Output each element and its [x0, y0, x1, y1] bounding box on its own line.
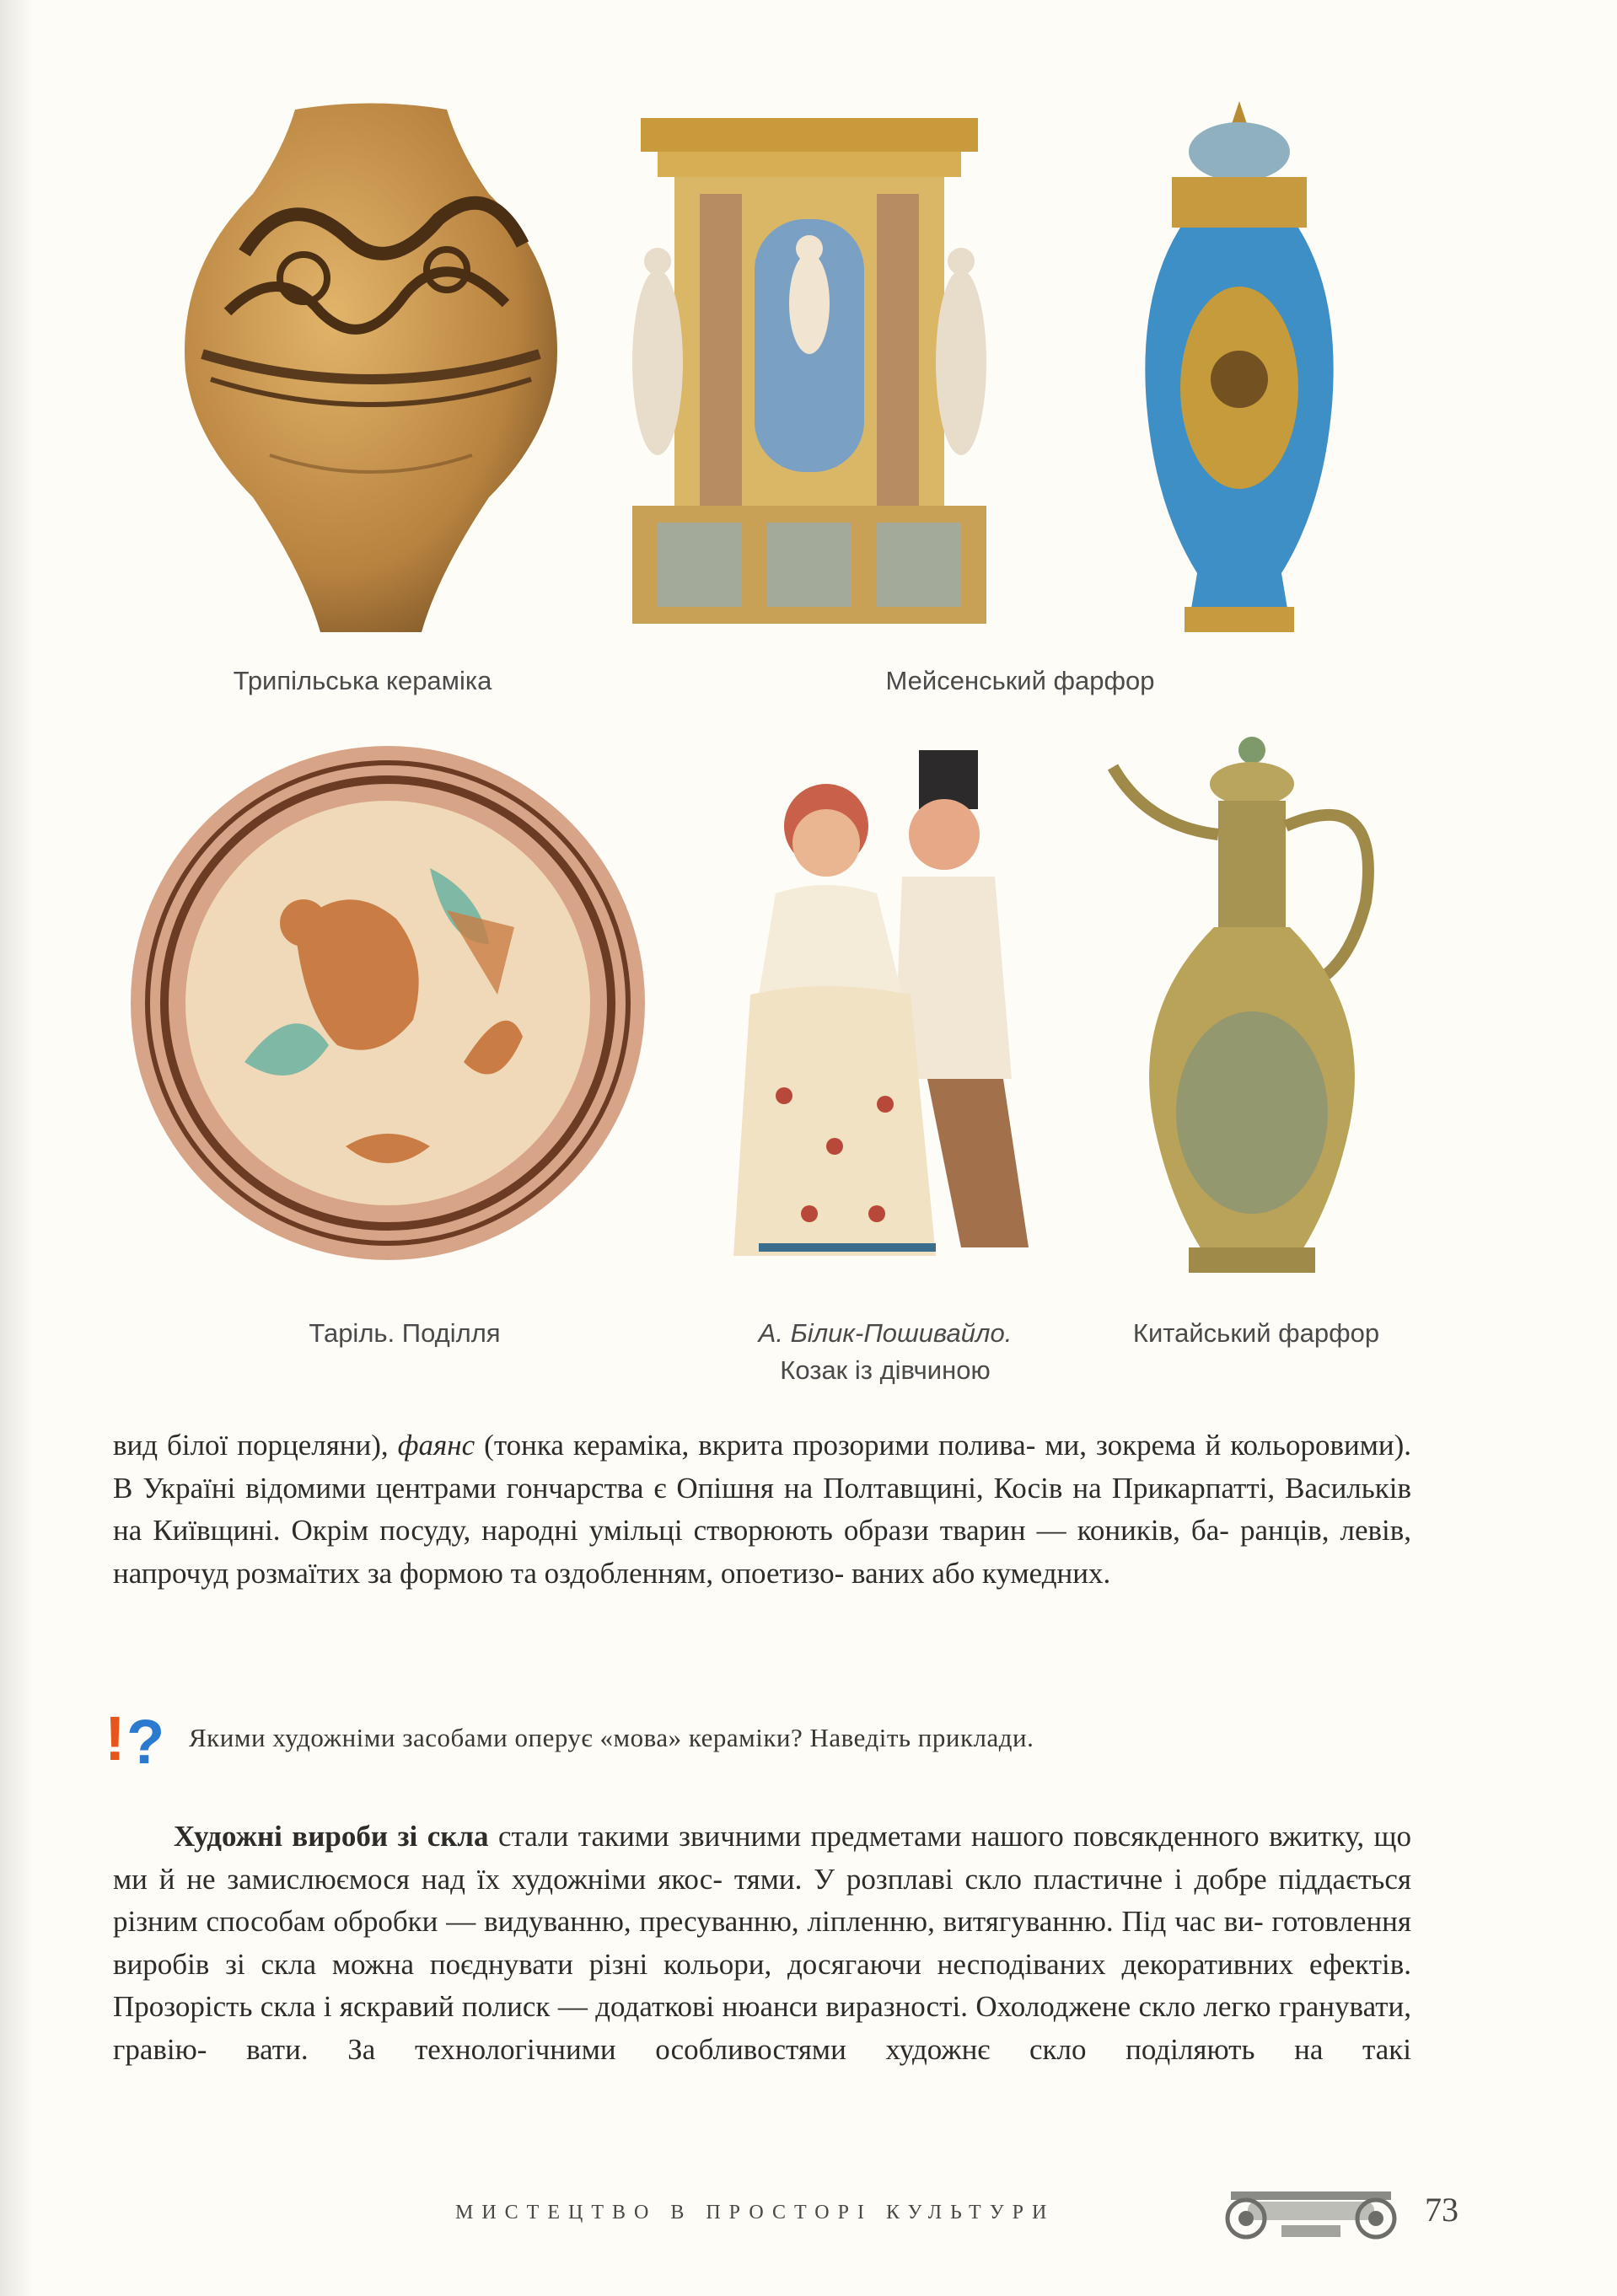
- paragraph-ceramics-part2: (тонка кераміка, вкрита прозорими полива- ми, зокрема й кольоровими). В Україні відомими центрами гончарства є Опішня на Полтавщині, Косів на Прикарпатті, Васильків на Київщині. Окрім посуду, народні умільці створюють образи тварин — коників, ба- ранців, левів, напрочуд розмаїтих за формою та оздобленням, опоетизо- ваних або кумедних.: [113, 1429, 1411, 1590]
- paragraph-glass: [113, 1816, 1411, 2071]
- caption-figurine-author: А. Білик-Пошивайло.: [758, 1318, 1013, 1348]
- term-glass-art: Художні вироби зі скла: [174, 1820, 489, 1853]
- paragraph-glass-text: стали такими звичними предметами нашого повсякденного вжитку, що ми й не замислюємося над їх художніми якос- тями. У розплаві скло пластичне і добре піддається різним способам обробки — видуванню, пресуванню, ліпленню, витягуванню. Під час ви- готовлення виробів зі скла можна поєднувати різні кольори, досягаючи несподіваних декоративних ефектів. Прозорість скла і яскравий полиск — додаткові нюанси виразності. Охолоджене скло легко гранувати, гравію- вати. За технологічними особливостями художнє скло поділяють на такі: [113, 1820, 1411, 2066]
- page-footer: [455, 2183, 1501, 2242]
- ionic-capital-ornament-icon: [1214, 2183, 1408, 2242]
- caption-podillia-plate: Таріль. Поділля: [309, 1318, 501, 1348]
- trypillia-vase-image: [169, 101, 573, 641]
- question-text: Якими художніми засобами оперує «мова» кераміки? Наведіть приклади.: [189, 1723, 1034, 1752]
- caption-meissen: Мейсенський фарфор: [885, 666, 1155, 695]
- running-footer-title: МИСТЕЦТВО В ПРОСТОРІ КУЛЬТУРИ: [455, 2202, 1056, 2224]
- chinese-porcelain-ewer-image: [1096, 733, 1399, 1281]
- question-mark-icon: ! ?: [105, 1703, 165, 1777]
- paragraph-ceramics: [113, 1424, 1411, 1595]
- caption-chinese-porcelain: Китайський фарфор: [1132, 1318, 1380, 1348]
- cossack-figurine-image: [708, 742, 1062, 1281]
- paragraph-ceramics-part1: вид білої порцеляни),: [113, 1429, 398, 1462]
- podillia-plate-image: [126, 742, 649, 1264]
- meissen-clock-image: [624, 110, 995, 632]
- caption-figurine: [658, 1315, 1113, 1389]
- meissen-vase-image: [1138, 101, 1340, 641]
- caption-trypillia: Трипільська кераміка: [233, 666, 492, 695]
- caption-figurine-title: Козак із дівчиною: [780, 1355, 991, 1385]
- page-number: 73: [1425, 2191, 1459, 2229]
- question-block: [101, 1703, 1416, 1778]
- term-faience: фаянс: [397, 1429, 475, 1462]
- page-edge-shadow: [0, 0, 34, 2296]
